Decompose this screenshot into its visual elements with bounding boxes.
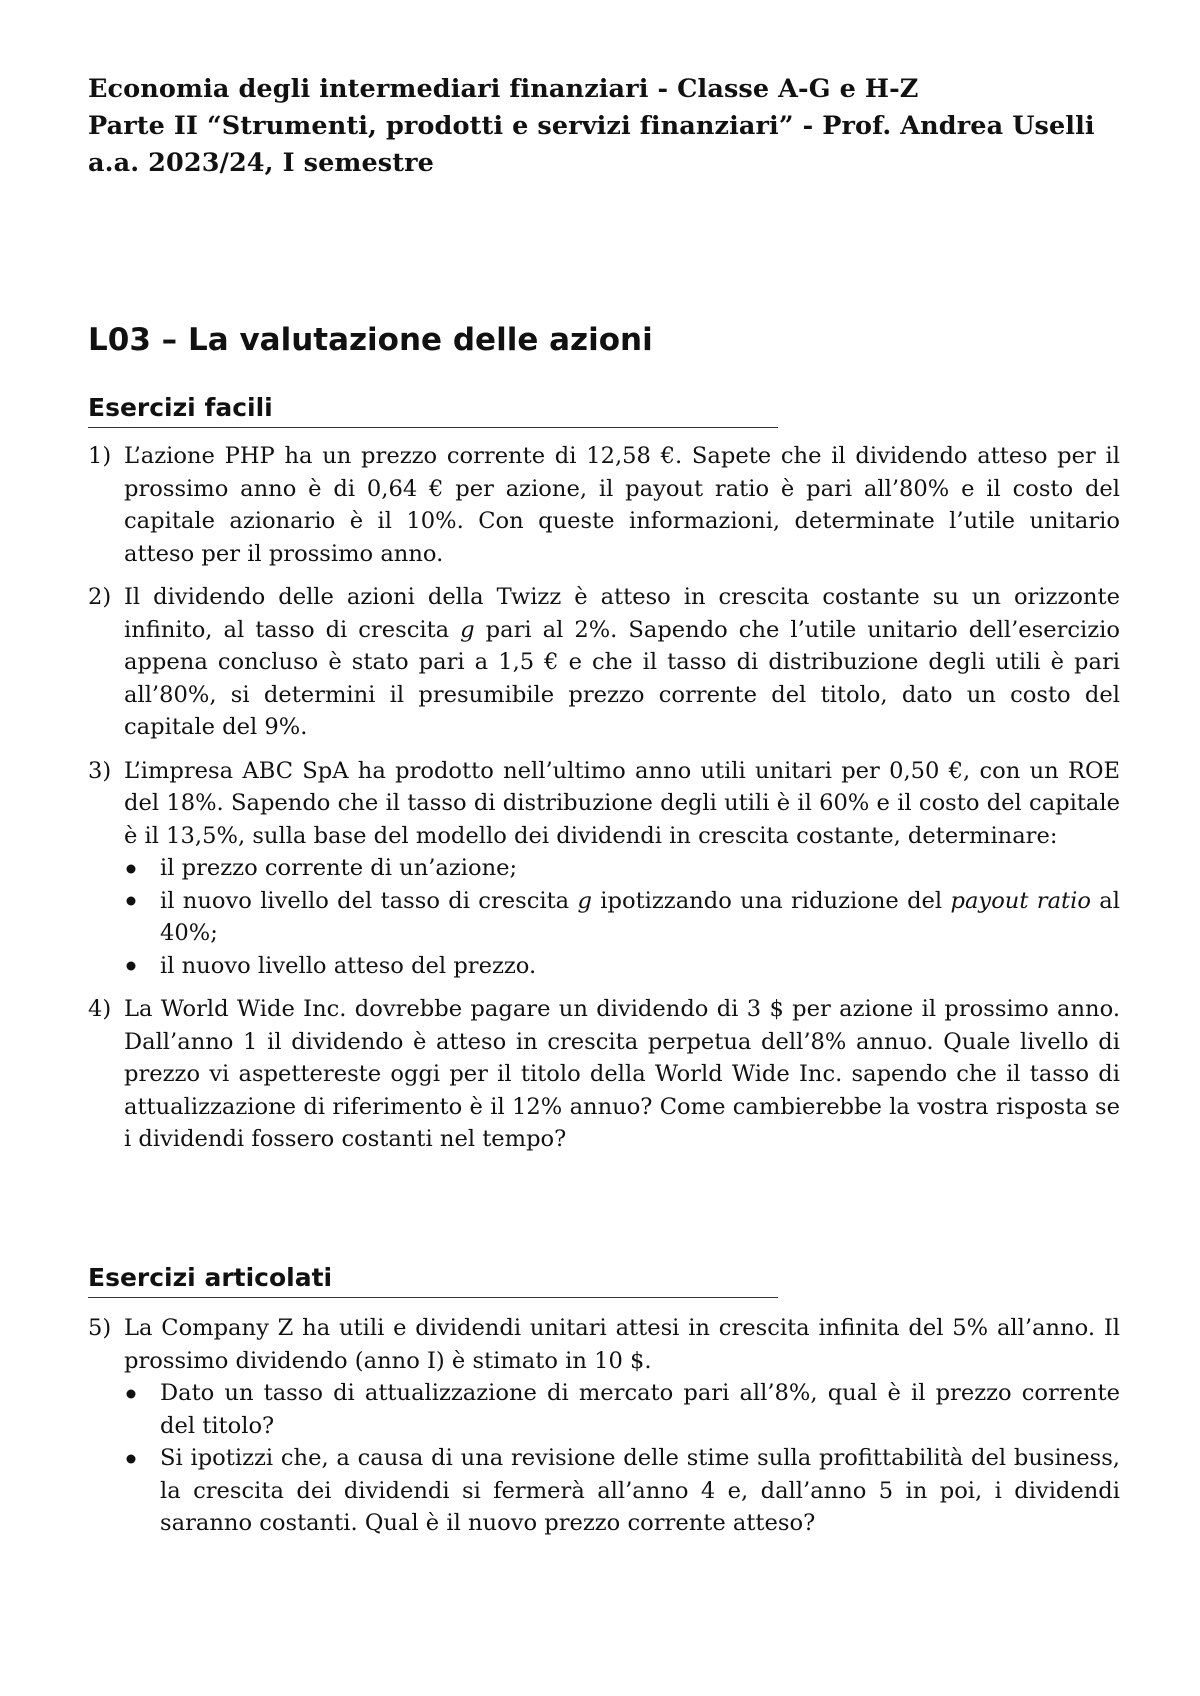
course-header bbox=[88, 71, 1112, 182]
text-part: il nuovo livello del tasso di crescita bbox=[160, 887, 578, 914]
exercise-2 bbox=[88, 581, 1120, 744]
exercise-text: L’azione PHP ha un prezzo corrente di 12,58 €. Sapete che il dividendo atteso per il prossimo anno è di 0,64 € per azione, il payout ratio è pari all’80% e il costo del capitale azionario è il 10%. Con queste informazioni, determinate l’utile unitario atteso per il prossimo anno. bbox=[124, 443, 1120, 567]
bullet-item bbox=[124, 1377, 1120, 1442]
exercise-number: 1) bbox=[88, 443, 112, 469]
bullet-list bbox=[124, 1377, 1120, 1540]
header-line-2: Parte II “Strumenti, prodotti e servizi finanziari” - Prof. Andrea Uselli bbox=[88, 111, 1095, 141]
bullet-text: il nuovo livello atteso del prezzo. bbox=[160, 952, 537, 979]
exercise-list-advanced bbox=[88, 1312, 1120, 1551]
bullet-icon bbox=[124, 1442, 160, 1540]
exercise-body bbox=[124, 755, 1120, 983]
bullet-icon bbox=[124, 950, 160, 983]
bullet-icon bbox=[124, 852, 160, 885]
bullet-item bbox=[124, 852, 1120, 885]
bullet-item bbox=[124, 1442, 1120, 1540]
page-title: L03 – La valutazione delle azioni bbox=[88, 322, 653, 358]
exercise-text: La Company Z ha utili e dividendi unitari attesi in crescita infinita del 5% all’anno. Il prossimo dividendo (anno I) è stimato in 10 $. bbox=[124, 1315, 1120, 1374]
bullet-icon bbox=[124, 885, 160, 950]
exercise-text bbox=[124, 581, 1120, 744]
exercise-number: 5) bbox=[88, 1315, 112, 1341]
bullet-text: Si ipotizzi che, a causa di una revisione delle stime sulla profittabilità del business, la crescita dei dividendi si fermerà all’anno 4 e, dall’anno 5 in poi, i dividendi saranno costanti. Qual è il nuovo prezzo corrente atteso? bbox=[160, 1445, 1120, 1536]
header-line-3: a.a. 2023/24, I semestre bbox=[88, 148, 434, 178]
section-title-easy: Esercizi facili bbox=[88, 393, 778, 428]
header-line-1: Economia degli intermediari finanziari - Classe A-G e H-Z bbox=[88, 74, 919, 104]
exercise-number: 2) bbox=[88, 584, 112, 610]
section-title-advanced: Esercizi articolati bbox=[88, 1263, 778, 1298]
variable-g: g bbox=[577, 887, 592, 914]
exercise-text: La World Wide Inc. dovrebbe pagare un dividendo di 3 $ per azione il prossimo anno. Dall’anno 1 il dividendo è atteso in crescita perpetua dell’8% annuo. Quale livello di prezzo vi aspettereste oggi per il titolo della World Wide Inc. sapendo che il tasso di attualizzazione di riferimento è il 12% annuo? Come cambierebbe la vostra risposta se i dividendi fossero costanti nel tempo? bbox=[124, 996, 1120, 1152]
exercise-3 bbox=[88, 755, 1120, 983]
exercise-4 bbox=[88, 993, 1120, 1156]
exercise-text: L’impresa ABC SpA ha prodotto nell’ultimo anno utili unitari per 0,50 €, con un ROE del 18%. Sapendo che il tasso di distribuzione degli utili è il 60% e il costo del capitale è il 13,5%, sulla base del modello dei dividendi in crescita costante, determinare: bbox=[124, 757, 1120, 849]
text-part: Il dividendo delle azioni della Twizz è atteso in crescita costante su un orizzonte infinito, al tasso di crescita bbox=[124, 584, 1120, 643]
bullet-text: il prezzo corrente di un’azione; bbox=[160, 855, 518, 881]
variable-g: g bbox=[460, 616, 475, 643]
bullet-item bbox=[124, 950, 1120, 983]
text-part: ipotizzando una riduzione del bbox=[591, 887, 951, 914]
text-part: al 40%; bbox=[160, 887, 1120, 946]
bullet-icon bbox=[124, 1377, 160, 1442]
exercise-1 bbox=[88, 440, 1120, 570]
bullet-item bbox=[124, 885, 1120, 950]
bullet-list bbox=[124, 852, 1120, 982]
exercise-body bbox=[124, 1312, 1120, 1540]
exercise-number: 4) bbox=[88, 996, 112, 1022]
bullet-text: Dato un tasso di attualizzazione di mercato pari all’8%, qual è il prezzo corrente del titolo? bbox=[160, 1380, 1120, 1439]
exercise-5 bbox=[88, 1312, 1120, 1540]
exercise-list-easy bbox=[88, 440, 1120, 1167]
bullet-text bbox=[160, 885, 1120, 950]
italic-term: payout ratio bbox=[950, 887, 1091, 914]
text-part: pari al 2%. Sapendo che l’utile unitario dell’esercizio appena concluso è stato pari a 1,5 € e che il tasso di distribuzione degli utili è pari all’80%, si determini il presumibile prezzo corrente del titolo, dato un costo del capitale del 9%. bbox=[124, 616, 1120, 740]
exercise-number: 3) bbox=[88, 757, 112, 784]
